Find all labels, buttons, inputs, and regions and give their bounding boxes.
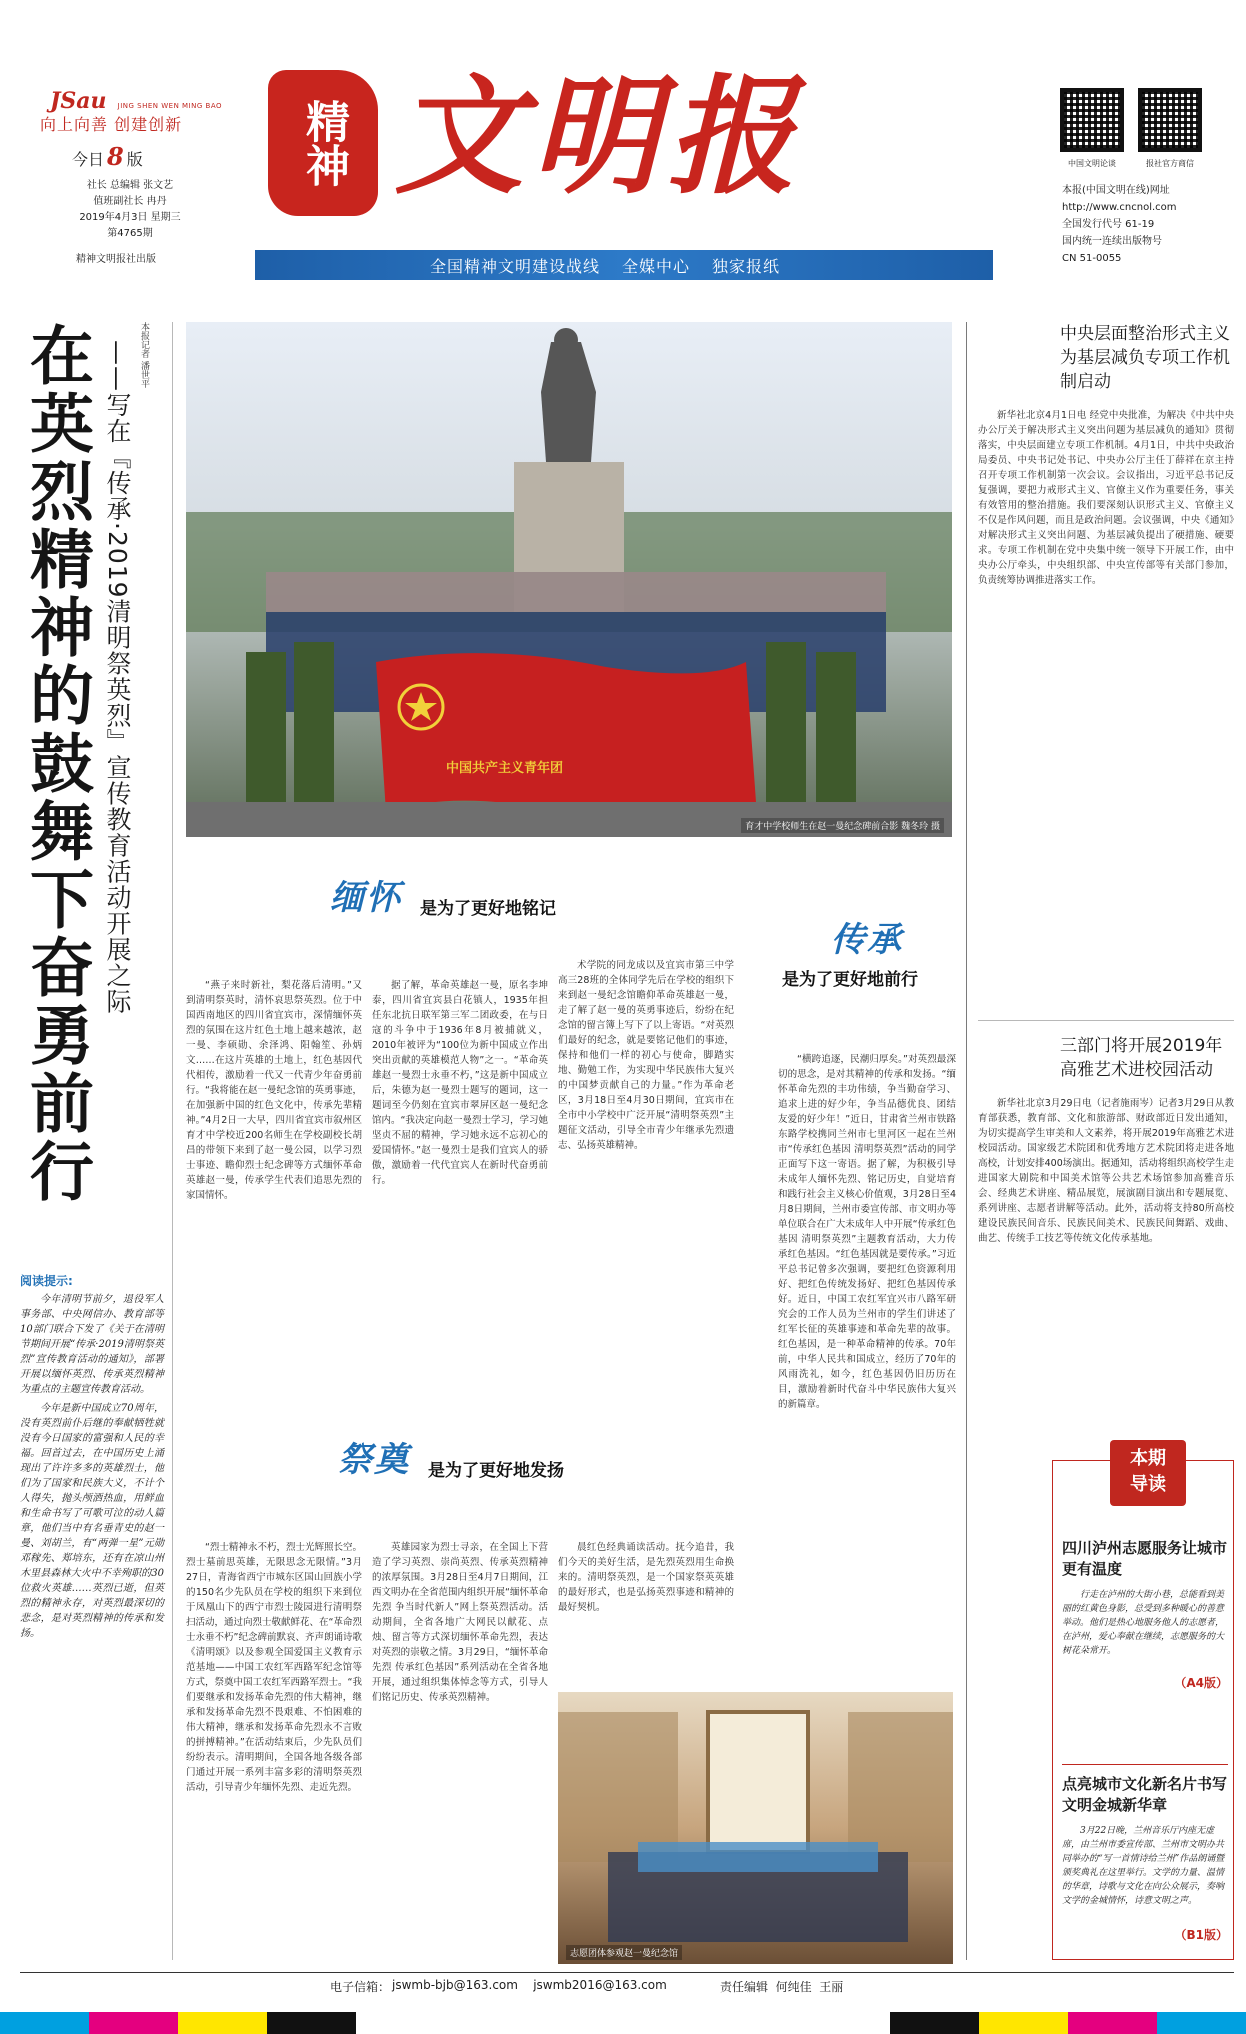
preview-page-ref[interactable]: （A4版） (1174, 1676, 1228, 1690)
article-text: 晨红色经典诵读活动。抚今追昔，我们今天的美好生活，是先烈英烈用生命换来的。清明祭英烈，是一个国家祭英英雄的最好形式，也是弘扬英烈事迹和精神的最好契机。 (558, 1542, 734, 1613)
staff-line: 社长 总编辑 张文艺 (86, 180, 174, 191)
guide-title: 阅读提示: (20, 1274, 73, 1288)
lead-byline: 本报记者 潘世平 (139, 322, 149, 388)
color-swatch (267, 2012, 356, 2034)
color-swatch (356, 2012, 890, 2034)
statue-head (554, 328, 578, 352)
preview-item[interactable] (1062, 1774, 1228, 1943)
story-body: 新华社北京4月1日电 经党中央批准，为解决《中共中央办公厅关于解决形式主义突出问题为基层减负的通知》贯彻落实，中央层面建立专项工作机制。4月1日，中共中央政治局委员、中央书记处书记、中央办公厅主任丁薛祥在京主持召开专项工作机制第一次会议。会议指出，习近平总书记反复强调，要把力戒形式主义、官僚主义作为重要任务，事关有效管用的整治措施。我们要深刻认识形式主义、官僚主义不仅是作风问题，而且是政治问题。会议强调，中央《通知》对解决形式主义突出问题、为基层减负提出了硬措施、硬要求。专项工作机制在党中央集中统一领导下开展工作，由中央办公厅牵头，中央组织部、中央宣传部等有关部门参加，负责统筹协调推进落实工作。 (978, 410, 1234, 586)
preview-text: 3月22日晚，兰州音乐厅内座无虚席，由兰州市委宣传部、兰州市文明办共同举办的“写一首情诗给兰州”作品朗诵暨颁奖典礼在这里举行。文学的力量、温情的华章，诗歌与文化在向公众展示，奏响文学的金城情怀，诗意文明之声。 (1062, 1826, 1225, 1906)
section-glyph: 祭奠 (338, 1440, 410, 1480)
today-suffix: 版 (126, 150, 143, 169)
intro-text: 今年是新中国成立70周年，没有英烈前仆后继的奉献牺牲就没有今日国家的富强和人民的幸福。回首过去，在中国历史上涌现出了许许多多的英雄烈士，他们为了国家和民族大义，不计个人得失，抛头颅洒热血，用鲜血和生命书写了可歌可泣的动人篇章，他们当中有名垂青史的赵一曼、刘胡兰，有“两弹一星”元勋邓稼先、郑培东，还有在凉山州木里县森林大火中不幸殉职的30位救火英雄……英烈已逝，但英烈的精神永存，对英烈最深切的悲念，是对英烈精神的传承和发扬。 (20, 1403, 164, 1639)
issue-number: 第4765期 (107, 228, 153, 239)
preview-item[interactable] (1062, 1538, 1228, 1691)
preview-divider (1062, 1764, 1228, 1765)
badge-text: 本期 (1130, 1448, 1166, 1469)
today-label: 今日 (72, 150, 105, 169)
reading-guide (20, 1272, 164, 1641)
title-red-seal (268, 70, 378, 216)
photo-scene (186, 322, 952, 837)
lead-photo (186, 322, 952, 837)
title-red-text: 精神 (298, 99, 349, 187)
article-column (186, 1540, 362, 1960)
preview-page-ref[interactable]: （B1版） (1174, 1928, 1228, 1942)
sidebar-story (978, 1034, 1234, 1460)
soldier (246, 652, 286, 802)
info-line: CN 51-0055 (1062, 253, 1122, 264)
footer-rule (20, 1972, 1234, 1973)
newspaper-title: 文明报 (395, 62, 804, 212)
guide-text: 今年清明节前夕，退役军人事务部、中央网信办、教育部等10部门联合下发了《关于在清明节期间开展“传承·2019清明祭英烈”宣传教育活动的通知》，部署开展以缅怀英烈、传承英烈精神为重点的主题宣传教育活动。 (20, 1294, 164, 1395)
nav-item[interactable]: 全媒中心 (622, 256, 691, 276)
publication-info (1062, 182, 1177, 267)
visitor-group (638, 1842, 878, 1872)
section-title: 是为了更好地铭记 (420, 899, 556, 919)
info-line: 全国发行代号 61-19 (1062, 219, 1155, 230)
today-count: 8 (107, 142, 124, 171)
museum-photo (558, 1692, 953, 1964)
soldier (816, 652, 856, 802)
preview-badge (1110, 1440, 1186, 1506)
publisher: 精神文明报社出版 (76, 254, 156, 265)
column-rule (966, 322, 967, 1960)
badge-text: 导读 (1130, 1474, 1166, 1495)
section-title: 是为了更好地发扬 (428, 1461, 564, 1481)
article-column (372, 978, 548, 1338)
section-heading-remember (330, 870, 556, 919)
red-flag (376, 653, 756, 813)
color-swatch (178, 2012, 267, 2034)
wall-panel (558, 1712, 678, 1862)
section-title: 是为了更好地前行 (782, 970, 918, 990)
story-text (978, 1096, 1234, 1460)
nav-bar (255, 250, 993, 280)
article-text: “燕子来时新社，梨花落后清明。”又到清明祭英时，清怀哀思祭英烈。位于中国西南地区的四川省宜宾市，深情缅怀英烈的氛围在这片红色土地上越来越浓，赵一曼、李硕勋、余泽鸿、阳翰笙、孙炳文……在这片英雄的土地上，红色基因代代相传，激励着一代又一代青少年奋勇前行。“我将能在赵一曼纪念馆的英勇事迹，在加强新中国的红色文化中，传承先辈精神。”4月2日一大早，四川省宜宾市叙州区育才中学校近200名师生在学校副校长胡昌的带领下来到了赵一曼公园，以学习烈士事迹、瞻仰烈士纪念碑等方式缅怀革命英雄赵一曼，传承学生代表们追思先烈的家国情怀。 (186, 980, 362, 1201)
story-title: 中央层面整治形式主义为基层减负专项工作机制启动 (1060, 324, 1230, 392)
article-text: “横跨追逐，民潮归厚矣。”对英烈最深切的思念，是对其精神的传承和发扬。“缅怀革命先烈的丰功伟绩，争当勤奋学习、追求上进的好少年，争当品德优良、团结友爱的好少年！”近日，甘肃省兰州市铁路东路学校携同兰州市七里河区一起在兰州市“传承红色基因 清明祭英烈”活动的同学正面写下这一寄语。据了解，为积极引导未成年人缅怀先烈、铭记历史，自觉培育和践行社会主义核心价值观，3月28日至4月8日期间，兰州市委宣传部、市文明办等单位联合在广大未成年人中开展“传承红色基因 清明祭英烈”主题教育活动，大力传承红色基因。“红色基因就是要传承。”习近平总书记曾多次强调，要把红色资源利用好、把红色传统发扬好、把红色基因传承好。近日，中国工农红军宜兴市八路军研究会的工作人员为兰州市的学生们讲述了红军长征的英雄事迹和革命先辈的故事。红色基因，是一种革命精神的传承。70年前，中华人民共和国成立，经历了70年的风雨洗礼，如今，红色基因仍旧历历在目，激励着新时代奋斗中华民族伟大复兴的新篇章。 (778, 1054, 956, 1410)
soldier (294, 642, 334, 802)
story-text (978, 408, 1234, 998)
issue-date: 2019年4月3日 星期三 (79, 212, 181, 223)
article-column (372, 1540, 548, 1960)
article-column (558, 958, 734, 1388)
color-swatch (979, 2012, 1068, 2034)
brand-pinyin: JING SHEN WEN MING BAO (117, 102, 223, 110)
lead-headline: 在英烈精神的鼓舞下奋勇前行 (19, 322, 94, 1206)
preview-title[interactable]: 四川泸州志愿服务让城市更有温度 (1062, 1539, 1228, 1578)
article-column (186, 978, 362, 1388)
column-rule (172, 322, 173, 1960)
brand-mark: JSau (50, 88, 107, 114)
photo-caption: 育才中学校师生在赵一曼纪念碑前合影 魏冬玲 摄 (741, 818, 944, 833)
statue (541, 342, 596, 462)
museum-scene (558, 1692, 953, 1964)
story-body: 新华社北京3月29日电（记者施雨岑）记者3月29日从教育部获悉，教育部、文化和旅游部、财政部近日发出通知，为切实提高学生审美和人文素养，将开展2019年高雅艺术进校园活动。国家级艺术院团和优秀地方艺术院团将走进各地高校，计划安排400场演出。据通知，活动将组织高校学生走进国家大剧院和中国美术馆等公共艺术场馆参加高雅音乐会、经典艺术讲座、精品展览，展演剧目演出和专题展览、系列讲座、志愿者讲解等活动。此外，活动将支持80所高校建设民族民间音乐、民族民间美术、民族民间舞蹈、戏曲、曲艺、传统手工技艺等传统文化传承基地。 (978, 1098, 1234, 1244)
masthead (0, 0, 1246, 280)
website-link[interactable]: http://www.cncnol.com (1062, 202, 1177, 213)
brand-logo (50, 88, 222, 114)
color-swatch (1157, 2012, 1246, 2034)
calligraphy-scroll (708, 1712, 808, 1852)
crowd-faces (266, 572, 886, 612)
story-title: 三部门将开展2019年高雅艺术进校园活动 (1060, 1036, 1223, 1080)
editor-credit: 责任编辑 何纯佳 王丽 (720, 1980, 844, 1994)
soldier (766, 642, 806, 802)
section-heading-honor (338, 1432, 564, 1481)
section-glyph: 缅怀 (330, 878, 402, 918)
email-links[interactable]: jswmb-bjb@163.com jswmb2016@163.com (392, 1978, 667, 1992)
article-column (558, 1540, 734, 1640)
article-text: 英雄园家为烈士寻亲，在全国上下营造了学习英烈、崇尚英烈、传承英烈精神的浓厚氛围。3月28日至4月7日期间，江西文明办在全省范围内组织开展“缅怀革命先烈 争当时代新人”网上祭英烈活动。活动期间，全省各地广大网民以献花、点烛、留言等方式深切缅怀革命先烈，表达对英烈的崇敬之情。3月29日，“缅怀革命先烈 传承红色基因”系列活动在全省各地开展，通过组织集体悼念等方式，引导人们铭记历史、传承英烈精神。 (372, 1542, 548, 1703)
article-text: 术学院的同龙成以及宜宾市第三中学高三28班的全体同学先后在学校的组织下来到赵一曼纪念馆瞻仰革命英雄赵一曼，走了解了赵一曼的英勇事迹后，纷纷在纪念馆的留言簿上写下了以上寄语。“对英烈们最好的纪念，就是要铭记他们的事迹，保持和他们一样的初心与使命，脚踏实地、勤勉工作，为实现中华民族伟大复兴的中国梦贡献自己的力量。”作为革命老区，3月18日至4月30日期间，宜宾市在全市中小学校中广泛开展“清明祭英烈”主题征文活动，引导全市青少年继承先烈遗志、弘扬英雄精神。 (558, 960, 734, 1151)
qr-code[interactable] (1138, 88, 1202, 152)
qr-label: 报社官方商信 (1146, 159, 1194, 168)
color-swatch (890, 2012, 979, 2034)
preview-text: 行走在泸州的大街小巷，总能看到美丽的红黄色身影，总受到多种暖心的善意举动。他们是热心地服务他人的志愿者，在泸州，爱心奉献在继续，志愿服务的大树花朵常开。 (1062, 1590, 1225, 1656)
email-label: 电子信箱： (330, 1980, 391, 1994)
footer (0, 1976, 1246, 1998)
section-glyph: 传承 (831, 920, 903, 960)
qr-code[interactable] (1060, 88, 1124, 152)
story-divider (978, 1020, 1234, 1021)
slogan: 向上向善 创建创新 (40, 115, 183, 134)
qr-label: 中国文明论谈 (1068, 159, 1116, 168)
color-swatch (0, 2012, 89, 2034)
staff-line: 值班副社长 冉丹 (93, 196, 167, 207)
section-heading-inherit (782, 912, 952, 990)
nav-item[interactable]: 全国精神文明建设战线 (430, 256, 601, 276)
article-text: “烈士精神永不朽，烈士光辉照长空。烈士墓前思英雄，无限思念无限情。”3月27日，青海省西宁市城东区国山回族小学的150名少先队员在学校的组织下来到位于凤凰山下的西宁市烈士陵园进行清明祭扫活动，通过向烈士敬献鲜花、在“革命烈士永垂不朽”纪念碑前默哀、齐声朗诵诗歌《清明颂》以及参观全国爱国主义教育示范基地——中国工农红军西路军纪念馆等方式，祭奠中国工农红军西路军烈士。“我们要继承和发扬革命先烈的伟大精神，继承和发扬革命先烈不畏艰难、不怕困难的伟大精神，继承和发扬革命先烈永不言败的拼搏精神。”在活动结束后，少先队员们纷纷表示。清明期间，全国各地各级各部门通过开展一系列丰富多彩的清明祭英烈活动，引导青少年缅怀先烈、走近先烈。 (186, 1542, 362, 1793)
sidebar-story (978, 322, 1234, 998)
nav-item[interactable]: 独家报纸 (712, 256, 781, 276)
info-line: 国内统一连续出版物号 (1062, 236, 1162, 247)
color-swatch (1068, 2012, 1157, 2034)
staff-info (74, 178, 186, 242)
info-line: 本报(中国文明在线)网址 (1062, 185, 1170, 196)
photo-caption: 志愿团体参观赵一曼纪念馆 (566, 1945, 682, 1960)
preview-title[interactable]: 点亮城市文化新名片书写文明金城新华章 (1062, 1775, 1228, 1814)
lead-deck: ——写在『传承·2019清明祭英烈』宣传教育活动开展之际 (103, 340, 132, 1015)
color-swatch (89, 2012, 178, 2034)
registration-bar (0, 2012, 1246, 2034)
today-pages (72, 142, 143, 171)
wall-panel (848, 1712, 953, 1862)
article-text: 据了解，革命英雄赵一曼，原名李坤泰，四川省宜宾县白花镇人，1935年担任东北抗日联军第三军二团政委，在与日寇的斗争中于1936年8月被捕就义，2010年被评为“100位为新中国成立作出突出贡献的英雄模范人物”之一。“革命英雄赵一曼烈士永垂不朽，”这是新中国成立后，朱德为赵一曼烈士题写的题词，这一题词至今仍刻在宜宾市翠屏区赵一曼纪念馆内。“我决定向赵一曼烈士学习，学习她坚贞不屈的精神，学习她永远不忘初心的爱国情怀。”赵一曼烈士是我们宜宾人的骄傲，激励着一代代宜宾人在新时代奋勇前行。 (372, 980, 548, 1186)
flag-label: 中国共产主义青年团 (446, 761, 564, 776)
